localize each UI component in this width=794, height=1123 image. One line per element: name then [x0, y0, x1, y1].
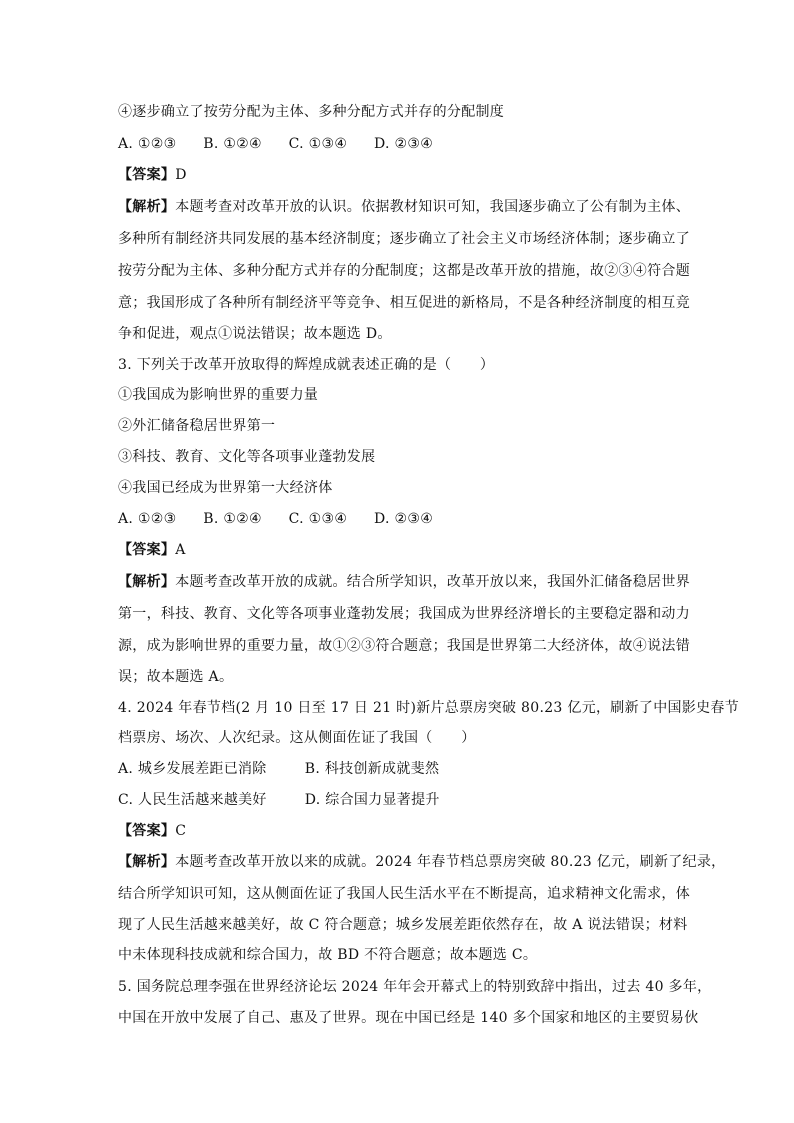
q4-options-row-1	[118, 760, 688, 778]
q2-analysis-line-2: 多种所有制经济共同发展的基本经济制度；逐步确立了社会主义市场经济体制；逐步确立了	[118, 231, 690, 247]
analysis-label: 【解析】	[118, 199, 176, 215]
q4-option-a: A. 城乡发展差距已消除	[118, 761, 267, 777]
q4-analysis-line-2: 结合所学知识可知，这从侧面佐证了我国人民生活水平在不断提高，追求精神文化需求，体	[118, 886, 690, 902]
analysis-label: 【解析】	[118, 574, 176, 590]
q3-analysis-line-4: 误；故本题选 A。	[118, 669, 234, 685]
answer-label: 【答案】	[118, 167, 176, 183]
q4-answer-value: C	[175, 823, 187, 839]
q2-analysis-text: 本题考查对改革开放的认识。依据教材知识可知，我国逐步确立了公有制为主体、	[175, 199, 691, 215]
q2-analysis-line-4: 意；我国形成了各种所有制经济平等竞争、相互促进的新格局，不是各种经济制度的相互竞	[118, 295, 690, 311]
q3-item-4: ④我国已经成为世界第一大经济体	[118, 480, 333, 496]
q2-analysis-line-3: 按劳分配为主体、多种分配方式并存的分配制度；这都是改革开放的措施，故②③④符合题	[118, 263, 690, 279]
q2-answer-value: D	[175, 167, 187, 183]
q2-option-a: A. ①②③	[118, 136, 177, 152]
q2-analysis-line-5: 争和促进，观点①说法错误；故本题选 D。	[118, 326, 392, 342]
q4-option-c: C. 人民生活越来越美好	[118, 792, 267, 808]
q2-analysis-line-1	[118, 198, 691, 216]
q4-option-b: B. 科技创新成就斐然	[304, 761, 440, 777]
q3-options	[118, 510, 688, 528]
q5-stem-line-2: 中国在开放中发展了自己、惠及了世界。现在中国已经是 140 多个国家和地区的主要贸易伙	[118, 1010, 699, 1026]
analysis-label: 【解析】	[118, 854, 176, 870]
q3-answer-value: A	[175, 542, 186, 558]
q3-analysis-line-2: 第一，科技、教育、文化等各项事业蓬勃发展；我国成为世界经济增长的主要稳定器和动力	[118, 606, 690, 622]
q3-option-a: A. ①②③	[118, 511, 177, 527]
q2-option-b: B. ①②④	[203, 136, 262, 152]
q3-item-3: ③科技、教育、文化等各项事业蓬勃发展	[118, 449, 376, 465]
q2-options	[118, 135, 688, 153]
q3-option-d: D. ②③④	[374, 511, 434, 527]
q4-answer	[118, 822, 688, 840]
q3-option-c: C. ①③④	[288, 511, 348, 527]
q3-answer	[118, 541, 688, 559]
q3-item-2: ②外汇储备稳居世界第一	[118, 418, 276, 434]
q3-analysis-line-1	[118, 573, 691, 591]
q2-option-c: C. ①③④	[288, 136, 348, 152]
q3-analysis-line-3: 源，成为影响世界的重要力量，故①②③符合题意；我国是世界第二大经济体，故④说法错	[118, 638, 690, 654]
q3-option-b: B. ①②④	[203, 511, 262, 527]
q4-analysis-line-1	[118, 853, 726, 871]
q4-stem-line-2: 档票房、场次、人次纪录。这从侧面佐证了我国（ ）	[118, 730, 476, 746]
q4-analysis-text: 本题考查改革开放以来的成就。2024 年春节档总票房突破 80.23 亿元，刷新了纪录，	[175, 854, 726, 870]
q3-item-1: ①我国成为影响世界的重要力量	[118, 387, 319, 403]
answer-label: 【答案】	[118, 542, 176, 558]
q2-item-4: ④逐步确立了按劳分配为主体、多种分配方式并存的分配制度	[118, 104, 505, 120]
q4-stem-line-1: 4. 2024 年春节档(2 月 10 日至 17 日 21 时)新片总票房突破 80.23 亿元，刷新了中国影史春节	[118, 700, 739, 716]
q4-analysis-line-3: 现了人民生活越来越美好，故 C 符合题意；城乡发展差距依然存在，故 A 说法错误；材料	[118, 917, 688, 933]
q3-stem: 3. 下列关于改革开放取得的辉煌成就表述正确的是（ ）	[118, 357, 495, 373]
q5-stem-line-1: 5. 国务院总理李强在世界经济论坛 2024 年年会开幕式上的特别致辞中指出，过去 40 多年，	[118, 979, 712, 995]
q4-option-d: D. 综合国力显著提升	[304, 792, 440, 808]
q2-option-d: D. ②③④	[374, 136, 434, 152]
q4-options-row-2	[118, 791, 688, 809]
q2-answer	[118, 166, 688, 184]
q4-analysis-line-4: 中未体现科技成就和综合国力，故 BD 不符合题意；故本题选 C。	[118, 947, 538, 963]
q3-analysis-text: 本题考查改革开放的成就。结合所学知识，改革开放以来，我国外汇储备稳居世界	[175, 574, 691, 590]
answer-label: 【答案】	[118, 823, 176, 839]
